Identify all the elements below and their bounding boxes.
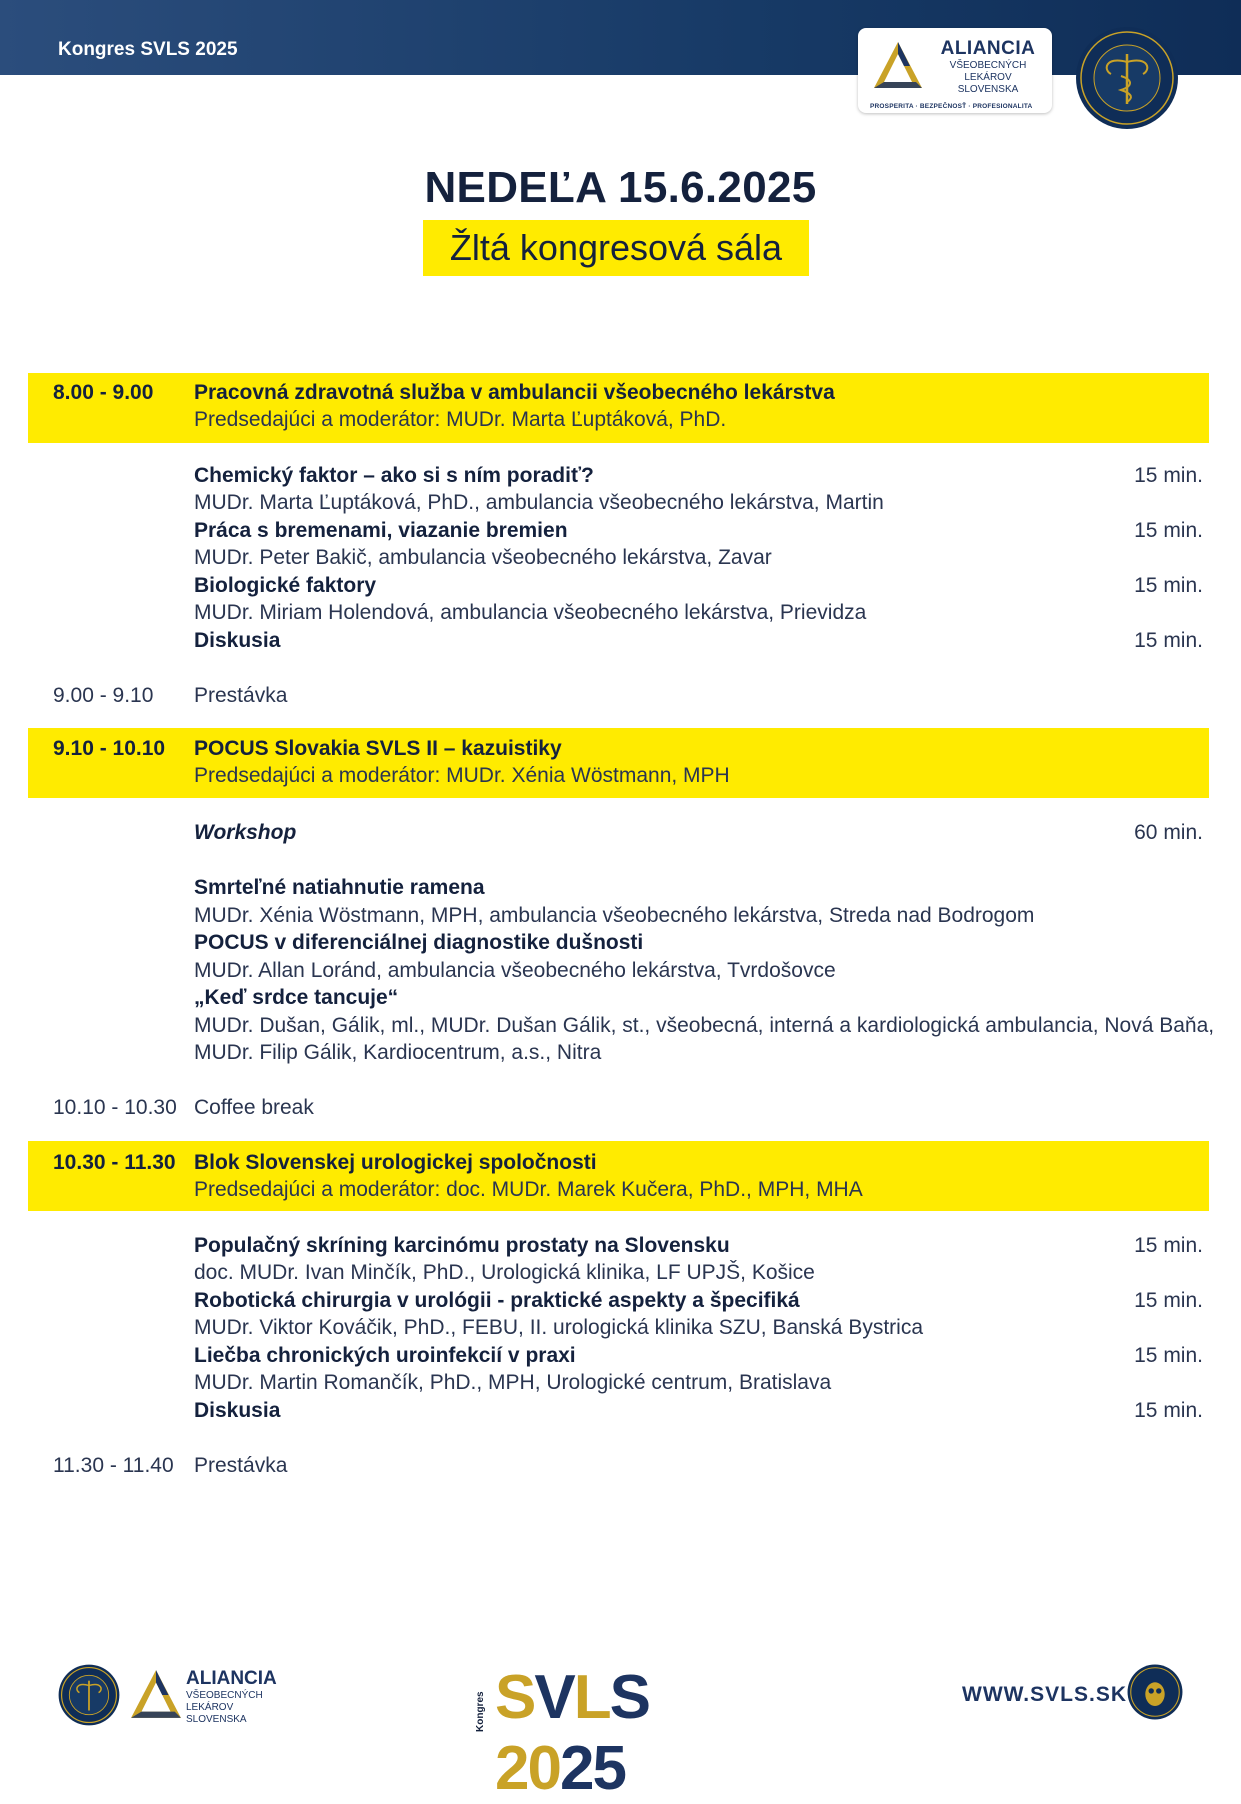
- talk-speaker: MUDr. Allan Loránd, ambulancia všeobecného lekárstva, Tvrdošovce: [194, 959, 836, 982]
- talk-duration: 15 min.: [1134, 1234, 1203, 1257]
- talk-speaker: MUDr. Viktor Kováčik, PhD., FEBU, II. urologická klinika SZU, Banská Bystrica: [194, 1316, 924, 1339]
- workshop-duration: 60 min.: [1134, 821, 1203, 844]
- talk-speaker: MUDr. Peter Bakič, ambulancia všeobecného lekárstva, Zavar: [194, 546, 772, 569]
- talk-title: Liečba chronických uroinfekcií v praxi: [194, 1344, 576, 1367]
- talk-speaker: MUDr. Marta Ľuptáková, PhD., ambulancia všeobecného lekárstva, Martin: [194, 491, 884, 514]
- break-time: 11.30 - 11.40: [53, 1454, 174, 1477]
- break-label: Prestávka: [194, 1454, 288, 1477]
- break-label: Coffee break: [194, 1096, 314, 1119]
- talk-duration: 15 min.: [1134, 1289, 1203, 1312]
- talk-speaker: doc. MUDr. Ivan Minčík, PhD., Urologická klinika, LF UPJŠ, Košice: [194, 1261, 815, 1284]
- session-time: 8.00 - 9.00: [53, 381, 154, 404]
- talk-title: Populačný skríning karcinómu prostaty na Slovensku: [194, 1234, 730, 1257]
- footer-aliancia-wordmark: [186, 1668, 277, 1726]
- footer-aliancia-line2: VŠEOBECNÝCH: [186, 1690, 263, 1701]
- talk-title: Práca s bremenami, viazanie bremien: [194, 519, 568, 542]
- svls-seal-icon: [58, 1664, 120, 1726]
- session-moderator: Predsedajúci a moderátor: MUDr. Marta Ľuptáková, PhD.: [194, 408, 727, 431]
- talk-duration: 15 min.: [1134, 1344, 1203, 1367]
- aliancia-name: ALIANCIA: [940, 38, 1036, 59]
- top-bar: [0, 0, 1241, 75]
- talk-duration: 15 min.: [1134, 1399, 1203, 1422]
- workshop-label: Workshop: [194, 821, 297, 844]
- aliancia-triangle-icon: [128, 1668, 184, 1722]
- kongres-small-label: Kongres: [475, 1691, 486, 1732]
- talk-title: Smrteľné natiahnutie ramena: [194, 876, 485, 899]
- talk-duration: 15 min.: [1134, 629, 1203, 652]
- talk-duration: 15 min.: [1134, 519, 1203, 542]
- talk-speaker-continued: MUDr. Filip Gálik, Kardiocentrum, a.s., Nitra: [194, 1041, 602, 1064]
- session-time: 9.10 - 10.10: [53, 737, 166, 760]
- svls-seal-icon: [1075, 26, 1179, 130]
- page-title: NEDEĽA 15.6.2025: [424, 163, 817, 212]
- session-title: POCUS Slovakia SVLS II – kazuistiky: [194, 737, 562, 760]
- footer-aliancia-line3: LEKÁROV: [186, 1702, 234, 1713]
- aliancia-triangle-icon: [872, 40, 924, 92]
- website-link[interactable]: WWW.SVLS.SK: [962, 1683, 1127, 1706]
- break-label: Prestávka: [194, 684, 288, 707]
- talk-title: Robotická chirurgia v urológii - praktické aspekty a špecifiká: [194, 1289, 800, 1312]
- owl-seal-icon: [1127, 1664, 1183, 1720]
- footer-aliancia-name: ALIANCIA: [186, 1668, 277, 1689]
- talk-title: Diskusia: [194, 1399, 281, 1422]
- talk-title: POCUS v diferenciálnej diagnostike dušnosti: [194, 931, 644, 954]
- aliancia-tagline: PROSPERITA · BEZPEČNOSŤ · PROFESIONALITA: [870, 103, 1033, 110]
- talk-speaker: MUDr. Dušan, Gálik, ml., MUDr. Dušan Gálik, st., všeobecná, interná a kardiologická ambulancia, Nová Baňa,: [194, 1014, 1215, 1037]
- aliancia-line3: LEKÁROV: [964, 72, 1012, 83]
- session-moderator: Predsedajúci a moderátor: MUDr. Xénia Wöstmann, MPH: [194, 764, 730, 787]
- hall-badge: Žltá kongresová sála: [423, 220, 809, 276]
- talk-title: Diskusia: [194, 629, 281, 652]
- talk-duration: 15 min.: [1134, 574, 1203, 597]
- session-title: Pracovná zdravotná služba v ambulancii všeobecného lekárstva: [194, 381, 835, 404]
- talk-title: „Keď srdce tancuje“: [194, 986, 399, 1009]
- talk-title: Chemický faktor – ako si s ním poradiť?: [194, 464, 594, 487]
- talk-speaker: MUDr. Martin Romančík, PhD., MPH, Urologické centrum, Bratislava: [194, 1371, 832, 1394]
- session-moderator: Predsedajúci a moderátor: doc. MUDr. Marek Kučera, PhD., MPH, MHA: [194, 1178, 863, 1201]
- break-time: 9.00 - 9.10: [53, 684, 154, 707]
- footer-aliancia-line4: SLOVENSKA: [186, 1714, 247, 1725]
- aliancia-logo: [858, 28, 1052, 113]
- kongres-logo-text: SVLS 2025: [495, 1663, 649, 1803]
- talk-speaker: MUDr. Xénia Wöstmann, MPH, ambulancia všeobecného lekárstva, Streda nad Bodrogom: [194, 904, 1035, 927]
- session-title: Blok Slovenskej urologickej spoločnosti: [194, 1151, 597, 1174]
- break-time: 10.10 - 10.30: [53, 1096, 177, 1119]
- aliancia-wordmark: [928, 38, 1048, 96]
- congress-label: Kongres SVLS 2025: [58, 39, 238, 60]
- aliancia-line2: VŠEOBECNÝCH: [949, 60, 1027, 71]
- talk-duration: 15 min.: [1134, 464, 1203, 487]
- talk-title: Biologické faktory: [194, 574, 377, 597]
- talk-speaker: MUDr. Miriam Holendová, ambulancia všeobecného lekárstva, Prievidza: [194, 601, 867, 624]
- aliancia-line4: SLOVENSKA: [957, 84, 1019, 95]
- session-time: 10.30 - 11.30: [53, 1151, 176, 1174]
